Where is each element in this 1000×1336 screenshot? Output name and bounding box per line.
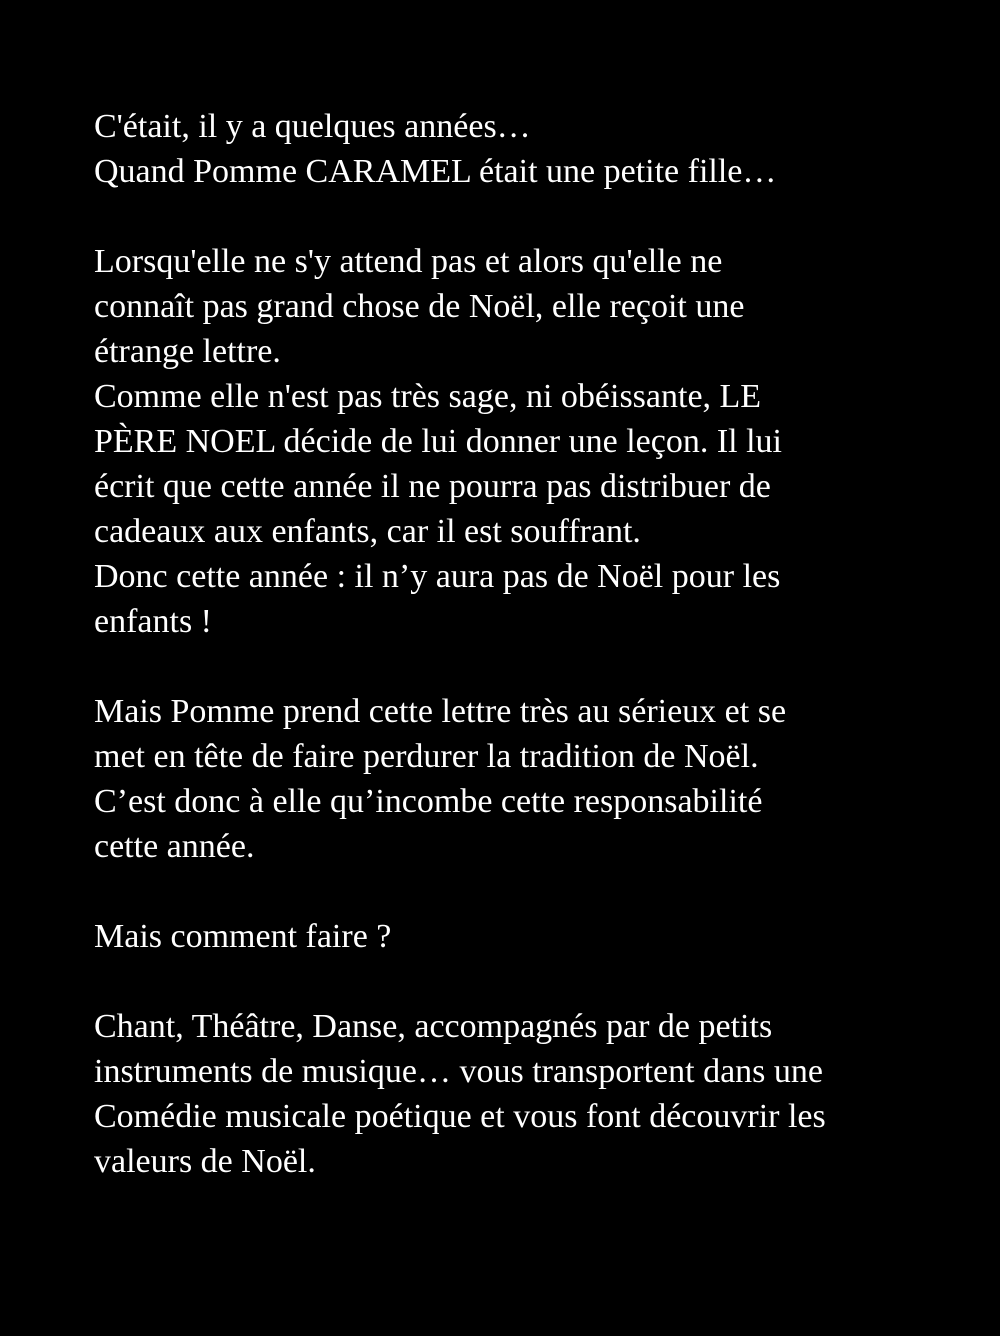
text-line: Chant, Théâtre, Danse, accompagnés par de petits xyxy=(94,1008,773,1045)
paragraph-tradition xyxy=(94,689,974,869)
paragraph-story xyxy=(94,239,974,644)
text-line: Comme elle n'est pas très sage, ni obéissante, LE xyxy=(94,378,762,415)
paragraph-show xyxy=(94,1004,974,1184)
paragraph-gap xyxy=(94,959,974,1004)
text-line: Quand Pomme CARAMEL était une petite fille… xyxy=(94,153,777,190)
paragraph-question xyxy=(94,914,974,959)
paragraph-gap xyxy=(94,194,974,239)
text-line: étrange lettre. xyxy=(94,333,281,370)
text-line: Donc cette année : il n’y aura pas de Noël pour les xyxy=(94,558,781,595)
document-text xyxy=(94,104,974,1184)
paragraph-intro xyxy=(94,104,974,194)
paragraph-gap xyxy=(94,869,974,914)
paragraph-gap xyxy=(94,644,974,689)
text-line: C'était, il y a quelques années… xyxy=(94,108,531,145)
text-line: Lorsqu'elle ne s'y attend pas et alors qu'elle ne xyxy=(94,243,723,280)
text-line: écrit que cette année il ne pourra pas distribuer de xyxy=(94,468,771,505)
text-line: Mais comment faire ? xyxy=(94,918,392,955)
text-line: cadeaux aux enfants, car il est souffrant. xyxy=(94,513,641,550)
text-line: connaît pas grand chose de Noël, elle reçoit une xyxy=(94,288,745,325)
text-line: C’est donc à elle qu’incombe cette responsabilité xyxy=(94,783,763,820)
text-line: PÈRE NOEL décide de lui donner une leçon. Il lui xyxy=(94,423,783,460)
text-line: Mais Pomme prend cette lettre très au sérieux et se xyxy=(94,693,787,730)
text-line: instruments de musique… vous transportent dans une xyxy=(94,1053,824,1090)
text-line: met en tête de faire perdurer la tradition de Noël. xyxy=(94,738,759,775)
text-line: enfants ! xyxy=(94,603,213,640)
text-line: valeurs de Noël. xyxy=(94,1143,316,1180)
text-line: cette année. xyxy=(94,828,255,865)
text-line: Comédie musicale poétique et vous font découvrir les xyxy=(94,1098,826,1135)
